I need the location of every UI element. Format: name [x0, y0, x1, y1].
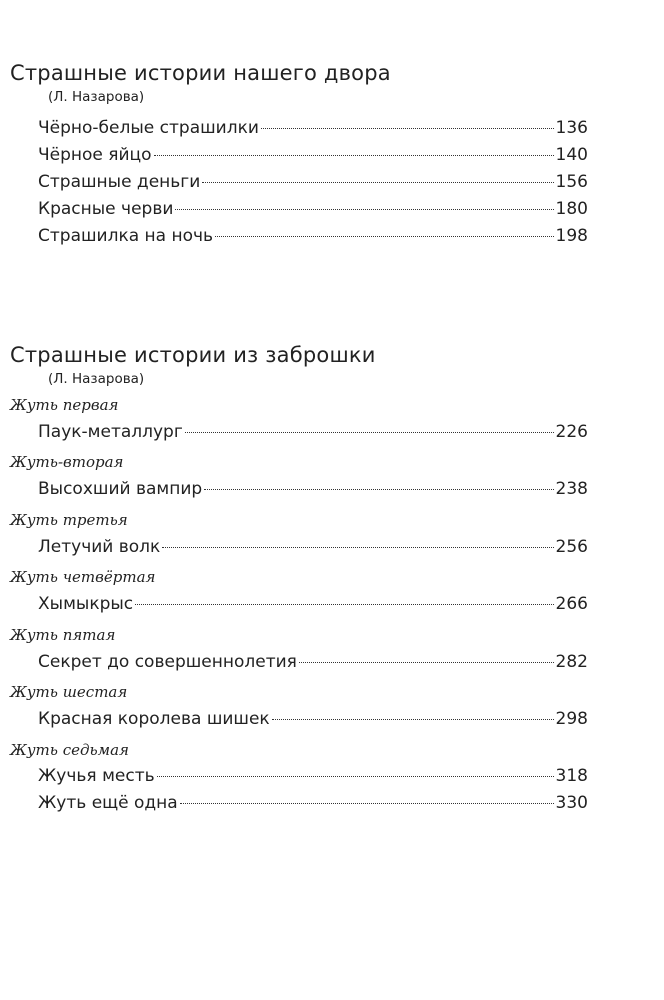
section-author: (Л. Назарова)	[48, 371, 145, 387]
dot-leader	[175, 209, 553, 210]
chapter-label: Жуть шестая	[10, 683, 128, 701]
entry-page-number: 136	[555, 118, 588, 138]
dot-leader	[157, 776, 554, 777]
entry-page-number: 256	[555, 537, 588, 557]
entry-page-number: 298	[555, 709, 588, 729]
entry-page-number: 180	[555, 199, 588, 219]
toc-entry[interactable]	[38, 792, 588, 814]
entry-page-number: 238	[555, 479, 588, 499]
entry-page-number: 318	[555, 766, 588, 786]
chapter-label: Жуть седьмая	[10, 741, 129, 759]
entry-title: Паук-металлург	[38, 422, 183, 442]
dot-leader	[299, 662, 554, 663]
toc-entry[interactable]	[38, 478, 588, 500]
dot-leader	[135, 604, 553, 605]
toc-entry[interactable]	[38, 225, 588, 247]
entry-title: Страшилка на ночь	[38, 226, 214, 246]
toc-entry[interactable]	[38, 171, 588, 193]
chapter-label: Жуть-вторая	[10, 453, 124, 471]
entry-page-number: 140	[555, 145, 588, 165]
chapter-label: Жуть четвёртая	[10, 568, 156, 586]
dot-leader	[162, 547, 553, 548]
entry-title: Красная королева шишек	[38, 709, 270, 729]
entry-title: Жуть ещё одна	[38, 793, 178, 813]
entry-title: Жучья месть	[38, 766, 155, 786]
toc-entry[interactable]	[38, 198, 588, 220]
dot-leader	[154, 155, 554, 156]
entry-page-number: 156	[555, 172, 588, 192]
toc-entry[interactable]	[38, 708, 588, 730]
chapter-label: Жуть первая	[10, 396, 119, 414]
chapter-label: Жуть пятая	[10, 626, 116, 644]
section-author: (Л. Назарова)	[48, 89, 145, 105]
dot-leader	[202, 182, 553, 183]
toc-entry[interactable]	[38, 117, 588, 139]
entry-page-number: 330	[555, 793, 588, 813]
toc-entry[interactable]	[38, 651, 588, 673]
entry-page-number: 282	[555, 652, 588, 672]
toc-entry[interactable]	[38, 536, 588, 558]
entry-title: Летучий волк	[38, 537, 161, 557]
dot-leader	[180, 803, 554, 804]
entry-title: Чёрно-белые страшилки	[38, 118, 259, 138]
dot-leader	[204, 489, 553, 490]
entry-title: Красные черви	[38, 199, 174, 219]
entry-title: Хымыкрыс	[38, 594, 134, 614]
entry-page-number: 226	[555, 422, 588, 442]
entry-title: Высохший вампир	[38, 479, 203, 499]
dot-leader	[261, 128, 554, 129]
entry-page-number: 198	[555, 226, 588, 246]
entry-title: Страшные деньги	[38, 172, 201, 192]
dot-leader	[185, 432, 554, 433]
dot-leader	[272, 719, 554, 720]
chapter-label: Жуть третья	[10, 511, 128, 529]
entry-title: Чёрное яйцо	[38, 145, 152, 165]
toc-entry[interactable]	[38, 144, 588, 166]
toc-entry[interactable]	[38, 421, 588, 443]
entry-page-number: 266	[555, 594, 588, 614]
section-title: Страшные истории нашего двора	[10, 61, 391, 85]
dot-leader	[215, 236, 553, 237]
section-title: Страшные истории из заброшки	[10, 343, 376, 367]
entry-title: Секрет до совершеннолетия	[38, 652, 297, 672]
toc-entry[interactable]	[38, 765, 588, 787]
toc-entry[interactable]	[38, 593, 588, 615]
